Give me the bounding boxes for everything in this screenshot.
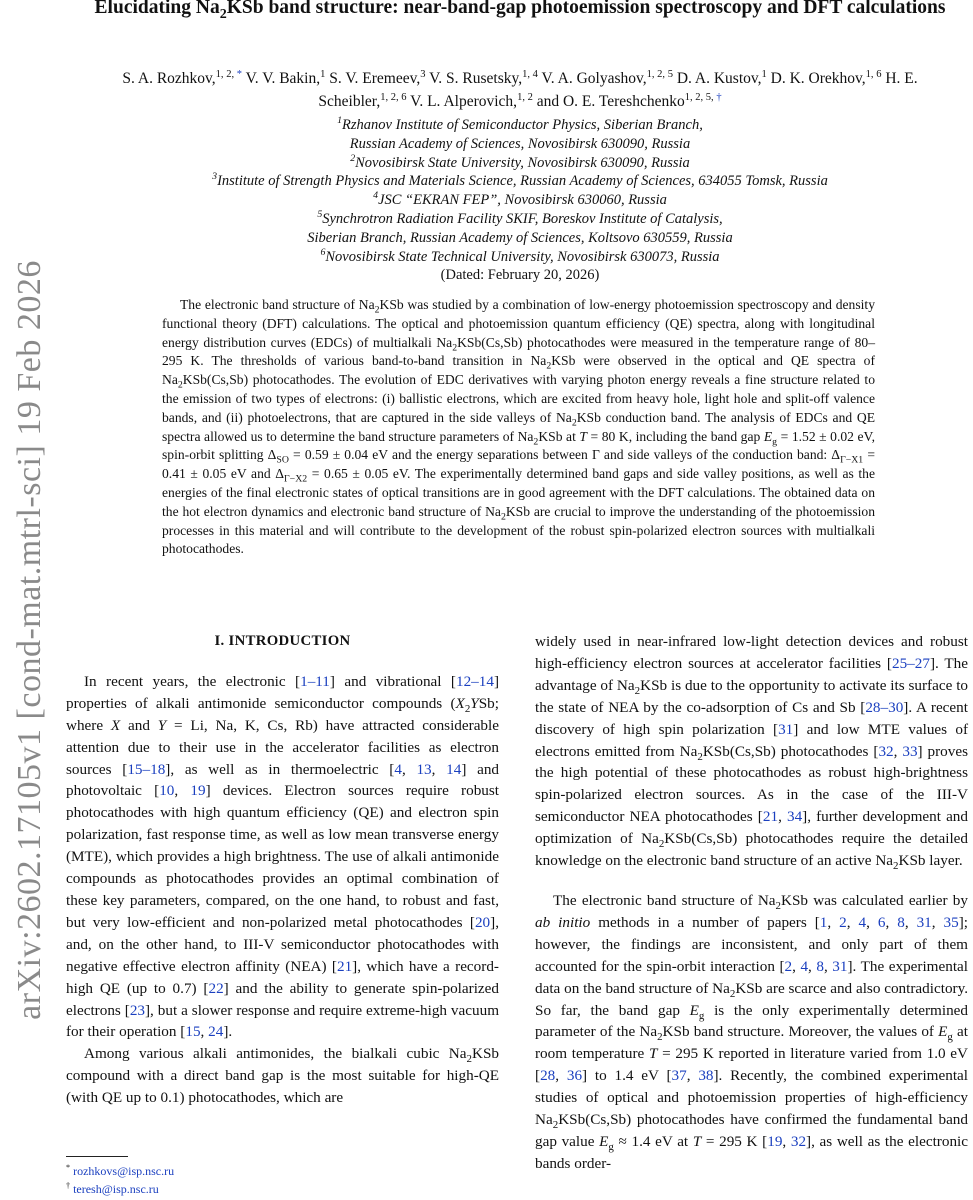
author-name: S. V. Eremeev, (329, 70, 421, 87)
citation-link[interactable]: 28 (540, 1067, 556, 1085)
intro-paragraph-1: In recent years, the electronic [1–11] and vibrational [12–14] properties of alkali antimonide semiconductor compounds ($X_2YSb$; where X and Y = Li, Na, K, Cs, Rb) have attracted considerable attention due to their use in the accelerator facilities as electron sources [15–18], as well as in thermoelectric [4, 13, 14] and photovoltaic [10, 19] devices. Electron sources require robust photocathodes with high quantum efficiency (QE) and electron spin polarization, fast response time, as well as low mean transverse energy (MTE), which provides a high brightness. The use of alkali antimonide compounds as photocathodes provides an optimal combination of these key parameters, compared, on the one hand, to robust and fast, but very low-efficient and non-polarized metal photocathodes [20], and, on the other hand, to III-V semiconductor photocathodes with negative effective electron affinity (NEA) [21], which have a record-high QE (up to 0.7) [22] and the ability to generate spin-polarized electrons [23], but a slower response and require extreme-high vacuum for their operation [15, 24]. (66, 672, 500, 1041)
email-link[interactable]: rozhkovs@isp.nsc.ru (73, 1164, 175, 1178)
citation-link[interactable]: 38 (698, 1067, 714, 1085)
affiliation-2: $^2$Novosibirsk State University, Novosibirsk 630090, Russia (350, 152, 690, 171)
citation-link[interactable]: 36 (566, 1067, 583, 1085)
intro-paragraph-3: The electronic band structure of $Na_2KSb$ was calculated earlier by ab initio methods in a number of papers [1, 2, 4, 6, 8, 31, 35]; however, the findings are inconsistent, and only part of them accounted for the spin-orbit interaction [2, 4, 8, 31]. The experimental data on the band structure of $Na_2KSb$ are scarce and also contradictory. So far, the band gap $E_g$ is the only experimentally determined parameter of the $Na_2KSb$ band structure. Moreover, the values of $E_g$ at room temperature T = 295 K reported in literature varied from 1.0 eV [28, 36] to 1.4 eV [37, 38]. Recently, the combined experimental studies of optical and photoemission properties of high-efficiency $Na_2KSb(Cs,Sb)$ photocathodes have confirmed the fundamental band gap value $E_g \approx 1.4$ eV at T = 295 K [19, 32], as well as the electronic bands order- (535, 891, 969, 1172)
citation-link[interactable]: 22 (208, 979, 224, 997)
author-name: V. L. Alperovich, (410, 93, 518, 110)
affiliation-5-cont: Siberian Branch, Russian Academy of Sciences, Koltsovo 630559, Russia (307, 229, 733, 246)
citation-link[interactable]: 1–11 (300, 672, 330, 690)
citation-link[interactable]: 15 (185, 1023, 201, 1041)
intro-paragraph-2-cont: widely used in near-infrared low-light detection devices and robust high-efficiency electron sources at accelerator facilities [25–27]. The advantage of $Na_2KSb$ is due to the opportunity to activate its surface to the state of NEA by the co-adsorption of Cs and Sb [28–30]. A recent discovery of high spin polarization [31] and low MTE values of electrons emitted from $Na_2KSb(Cs,Sb)$ photocathodes [32, 33] proves the high potential of these photocathodes as robust high-brightness spin-polarized electron sources. As in the case of the III-V semiconductor NEA photocathodes [21, 34], further development and optimization of $Na_2KSb(Cs,Sb)$ photocathodes require the detailed knowledge on the electronic band structure of an active $Na_2KSb$ layer. (535, 633, 969, 873)
author-name: H. E. Scheibler, (318, 70, 918, 110)
author-name: V. S. Rusetsky, (429, 70, 523, 87)
citation-link[interactable]: 28–30 (865, 698, 904, 716)
citation-link[interactable]: 10 (159, 782, 175, 800)
footnotes (66, 1162, 174, 1198)
author-name: V. V. Bakin, (245, 70, 321, 87)
citation-link[interactable]: 4 (858, 913, 867, 931)
citation-link[interactable]: 1 (819, 913, 828, 931)
intro-paragraph-2: Among various alkali antimonides, the bialkali cubic $Na_2KSb$ compound with a direct band gap is the most suitable for high-QE (with QE up to 0.1) photocathodes, which are (66, 1045, 499, 1107)
affiliation-6: $^6$Novosibirsk State Technical University, Novosibirsk 630073, Russia (320, 246, 720, 265)
left-column (66, 631, 499, 1109)
citation-link[interactable]: 31 (778, 720, 794, 738)
citation-link[interactable]: 20 (474, 913, 491, 931)
citation-link[interactable]: 6 (877, 913, 886, 931)
author-name: S. A. Rozhkov, (122, 70, 216, 87)
citation-link[interactable]: 21 (336, 957, 353, 975)
affiliation-1: $^1$Rzhanov Institute of Semiconductor Physics, Siberian Branch, (337, 115, 703, 133)
paper-title: Elucidating $Na_2KSb$ band structure: near-band-gap photoemission spectroscopy and DFT calculations (94, 0, 946, 22)
author-list: S. A. Rozhkov,$^{1, 2,}$ * V. V. Bakin,$^1$ S. V. Eremeev,$^3$ V. S. Rusetsky,$^{1, 4}$ V. A. Golyashov,$^{1, 2, 5}$ D. A. Kustov,$^1$ D. K. Orekhov,$^{1, 6}$ H. E. Scheibler,$^{1, 2, 6}$ V. L. Alperovich,$^{1, 2}$ and O. E. Tereshchenko$^{1, 2, 5,}$ † (122, 68, 918, 110)
footnote-star: * rozhkovs@isp.nsc.ru (66, 1163, 175, 1178)
affiliation-5: $^5$Synchrotron Radiation Facility SKIF, Boreskov Institute of Catalysis, (317, 209, 723, 227)
footnote-rule (66, 1156, 128, 1157)
footnote-mark-link[interactable]: * (236, 68, 242, 80)
citation-link[interactable]: 37 (671, 1067, 687, 1085)
citation-link[interactable]: 8 (816, 957, 824, 975)
author-name: V. A. Golyashov, (541, 70, 647, 87)
footnote-mark-link[interactable]: † (716, 91, 722, 103)
citation-link[interactable]: 13 (416, 760, 432, 778)
arxiv-sidebar-stamp (0, 0, 60, 1200)
citation-link[interactable]: 31 (832, 957, 848, 975)
affiliations (80, 116, 960, 285)
author-name: and O. E. Tereshchenko (536, 93, 685, 110)
author-name: D. K. Orekhov, (770, 70, 866, 87)
affiliation-3: $^3$Institute of Strength Physics and Materials Science, Russian Academy of Sciences, 634055 Tomsk, Russia (212, 171, 828, 190)
citation-link[interactable]: 14 (446, 760, 462, 778)
abstract: The electronic band structure of $Na_2KSb$ was studied by a combination of low-energy photoemission spectroscopy and density functional theory (DFT) calculations. The optical and photoemission quantum efficiency (QE) spectra, along with longitudinal energy distribution curves (EDCs) of multialkali $Na_2KSb(Cs,Sb)$ photocathodes were measured in the temperature range of 80–295 K. The thresholds of various band-to-band transition in $Na_2KSb$ were observed in the optical and QE spectra of $Na_2KSb(Cs,Sb)$ photocathodes. The evolution of EDC derivatives with varying photon energy reveals a fine structure related to the emission of two types of electrons: (i) ballistic electrons, which are excited from heavy hole, light hole and split-off valence bands, and (ii) photoelectrons, that are captured in the side valleys of $Na_2KSb$ conduction band. The analysis of EDCs and QE spectra allowed us to determine the band structure parameters of $Na_2KSb$ at T = 80 K, including the band gap $E_g = 1.52 \pm 0.02$ eV, spin-orbit splitting $\Delta_{SO} = 0.59 \pm 0.04$ eV and the energy separations between Γ and side valleys of the conduction band: $\Delta_{\Gamma-X1} = 0.41 \pm 0.05$ eV and $\Delta_{\Gamma-X2} = 0.65 \pm 0.05$ eV. The experimentally determined band gaps and side valley positions, as well as the energies of the final electronic states of optical transitions are in good agreement with the DFT calculations. The obtained data on the hot electron dynamics and electronic band structure of $Na_2KSb$ are crucial to improve the understanding of the photoemission processes in this material and will contribute to the development of the robust spin-polarized electron sources with multialkali photocathodes. (162, 297, 876, 557)
citation-link[interactable]: 24 (208, 1023, 224, 1041)
citation-link[interactable]: 19 (190, 782, 206, 800)
email-link[interactable]: teresh@isp.nsc.ru (73, 1182, 159, 1196)
citation-link[interactable]: 19 (767, 1132, 783, 1150)
section-heading-introduction: I. INTRODUCTION (214, 633, 351, 649)
author-name: D. A. Kustov, (676, 70, 762, 87)
citation-link[interactable]: 34 (786, 808, 803, 826)
arxiv-identifier: arXiv:2602.17105v1 [cond-mat.mtrl-sci] 19 Feb 2026 (11, 260, 48, 1020)
citation-link[interactable]: 33 (902, 742, 918, 760)
citation-link[interactable]: 4 (394, 760, 402, 778)
citation-link[interactable]: 32 (790, 1132, 807, 1150)
citation-link[interactable]: 2 (839, 913, 847, 931)
citation-link[interactable]: 12–14 (455, 672, 494, 690)
right-column (535, 631, 968, 1175)
citation-link[interactable]: 32 (878, 742, 894, 760)
footnote-dagger: † teresh@isp.nsc.ru (66, 1181, 159, 1196)
citation-link[interactable]: 35 (943, 913, 959, 931)
citation-link[interactable]: 31 (916, 913, 932, 931)
citation-link[interactable]: 25–27 (891, 654, 930, 672)
citation-link[interactable]: 21 (762, 808, 779, 826)
citation-link[interactable]: 23 (129, 1001, 145, 1019)
citation-link[interactable]: 15–18 (127, 760, 166, 778)
citation-link[interactable]: 4 (800, 957, 809, 975)
citation-link[interactable]: 8 (897, 913, 905, 931)
affiliation-1-cont: Russian Academy of Sciences, Novosibirsk 630090, Russia (349, 135, 691, 152)
affiliation-4: $^4$JSC “EKRAN FEP”, Novosibirsk 630060, Russia (373, 190, 667, 209)
citation-link[interactable]: 2 (784, 957, 793, 975)
date-line: (Dated: February 20, 2026) (440, 267, 600, 284)
